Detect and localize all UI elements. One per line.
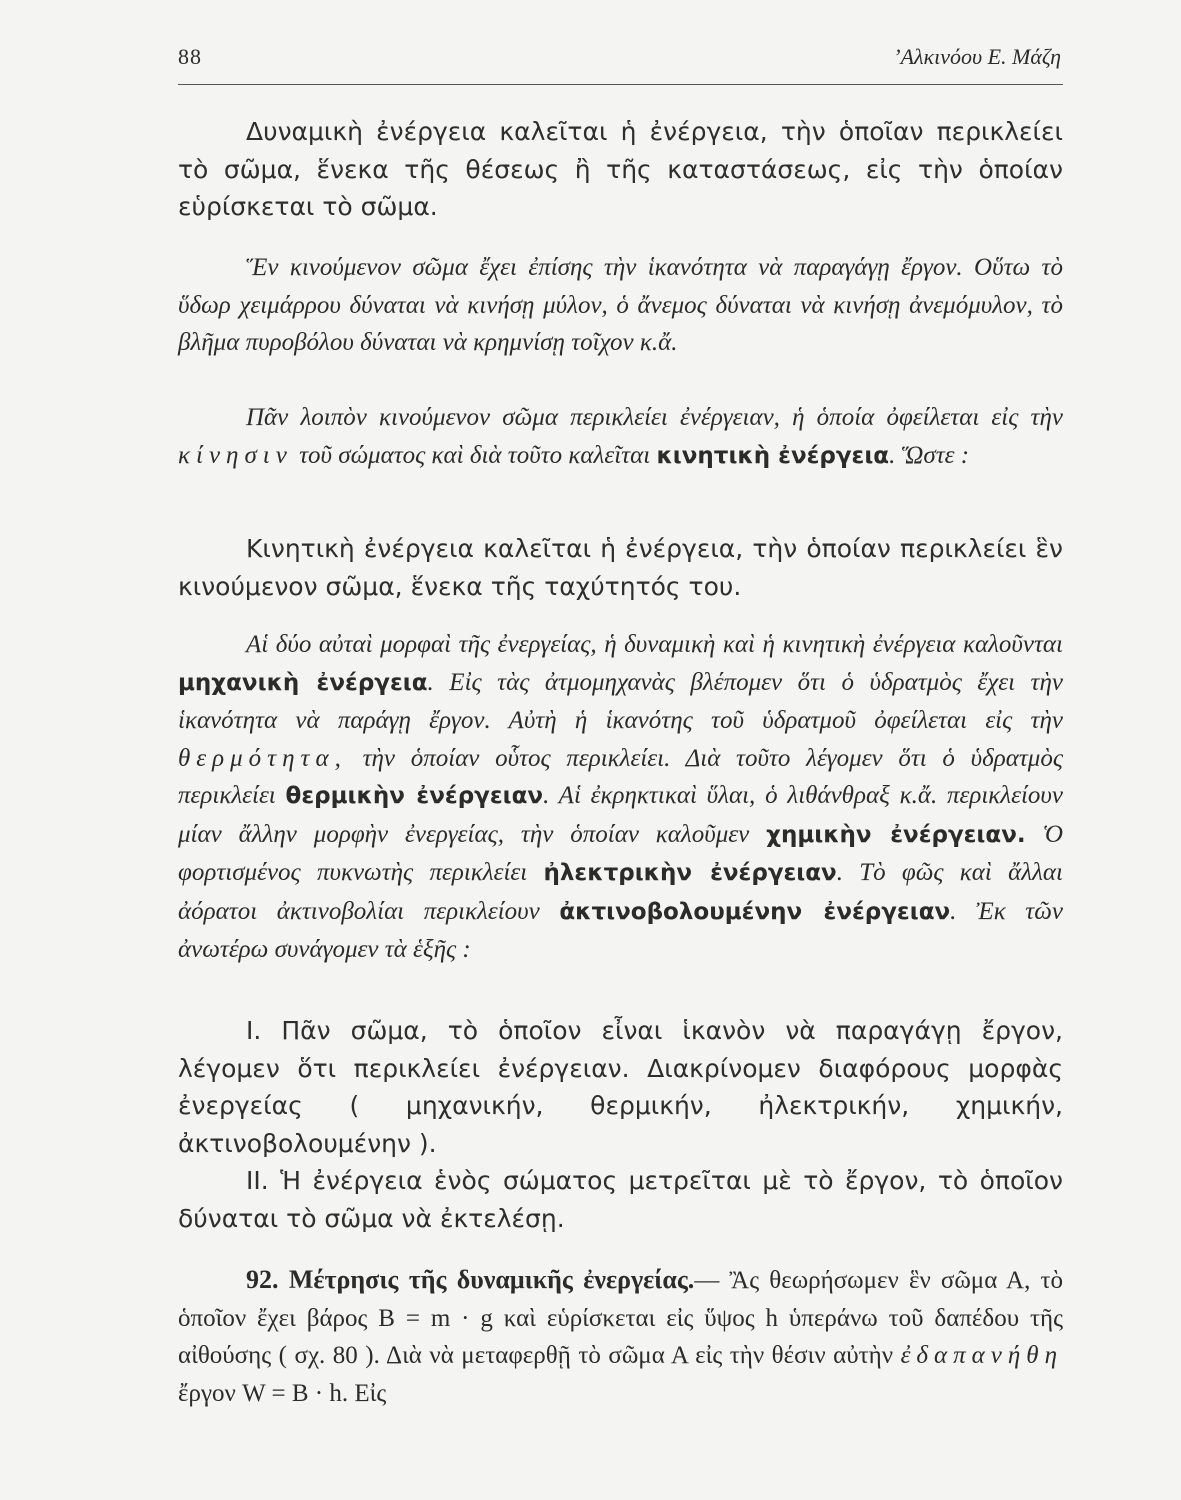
text-run: Αἱ δύο αὐταὶ μορφαὶ τῆς ἐνεργείας, ἡ δυναμικὴ καὶ ἡ κινητικὴ ἐνέργεια καλοῦνται [246, 631, 1063, 658]
text-run: ἔργον W = Β · h. Εἰς [178, 1379, 387, 1407]
text-run: . Τὸ φῶς καὶ ἄλλαι ἀόρατοι ἀκτινοβολίαι περικλείουν [178, 859, 1063, 925]
text-run: — Ἂς θεωρήσωμεν ἓν σῶμα Α, τὸ ὁποῖον ἔχει βάρος Β = m · g καὶ εὑρίσκεται εἰς ὕψος h ὑπεράνω τοῦ δαπέδου τῆς αἰθούσης ( σχ. 80 ). Διὰ νὰ μεταφερθῇ τὸ σῶμα Α εἰς τὴν θέσιν αὐτὴν [178, 1267, 1063, 1369]
paragraph-definition-kinetic-energy: Κινητικὴ ἐνέργεια καλεῖται ἡ ἐνέργεια, τὴν ὁποίαν περικλείει ἓν κινούμενον σῶμα, ἕνεκα τῆς ταχύτητός του. [178, 534, 1063, 601]
page-header [178, 44, 1063, 80]
summary-point-1: I. Πᾶν σῶμα, τὸ ὁποῖον εἶναι ἱκανὸν νὰ παραγάγῃ ἔργον, λέγομεν ὅτι περικλείει ἐνέργειαν. Διακρίνομεν διαφόρους μορφὰς ἐνεργείας ( μηχανικήν, θερμικήν, ἠλεκτρικήν, χημικήν, ἀκτινοβολουμένην ). [178, 1016, 1063, 1158]
text-run: τοῦ σώματος καὶ διὰ τοῦτο καλεῖται [299, 441, 651, 469]
paragraph-forms-of-energy [178, 626, 1063, 969]
text-run: . Ὥστε : [889, 441, 970, 469]
term-thermal-energy: θερμικὴν ἐνέργειαν [285, 783, 544, 809]
book-page [178, 0, 1063, 1500]
paragraph-kinetic-energy-intro [178, 399, 1063, 475]
text-run: Ὁ φορτισμένος πυκνωτὴς περικλείει [178, 820, 1063, 886]
term-electrical-energy: ἠλεκτρικὴν ἐνέργειαν [543, 860, 837, 886]
emphasis-spaced: κίνησιν [178, 441, 293, 469]
text-run: Πᾶν λοιπὸν κινούμενον σῶμα περικλείει ἐνέργειαν, ἡ ὁποία ὀφείλεται εἰς τὴν [246, 404, 1063, 431]
term-mechanical-energy: μηχανικὴ ἐνέργεια [178, 669, 428, 696]
term-chemical-energy: χημικὴν ἐνέργειαν. [766, 821, 1026, 848]
text-run: . Αἱ ἐκρηκτικαὶ ὕλαι, ὁ λιθάνθραξ κ.ἄ. περικλείουν μίαν ἄλλην μορφὴν ἐνεργείας, τὴν ὁποίαν καλοῦμεν [178, 782, 1063, 848]
emphasis-spaced: ἐδαπανήθη [900, 1342, 1063, 1369]
paragraph-moving-body-work: Ἕν κινούμενον σῶμα ἔχει ἐπίσης τὴν ἱκανότητα νὰ παραγάγῃ ἔργον. Οὕτω τὸ ὕδωρ χειμάρρου δύναται νὰ κινήσῃ μύλον, ὁ ἄνεμος δύναται νὰ κινήσῃ ἀνεμόμυλον, τὸ βλῆμα πυροβόλου δύναται νὰ κρημνίσῃ τοῖχον κ.ἄ. [178, 254, 1063, 356]
running-head-author: ’Αλκινόου Ε. Μάζη [893, 44, 1061, 69]
summary-point-2: II. Ἡ ἐνέργεια ἑνὸς σώματος μετρεῖται μὲ τὸ ἔργον, τὸ ὁποῖον δύναται τὸ σῶμα νὰ ἐκτελέσῃ. [178, 1166, 1063, 1233]
text-run: . Εἰς τὰς ἀτμομηχανὰς βλέπομεν ὅτι ὁ ὑδρατμὸς ἔχει τὴν ἱκανότητα νὰ παράγῃ ἔργον. Αὐτὴ ἡ ἱκανότης τοῦ ὑδρατμοῦ ὀφείλεται εἰς τὴν [178, 668, 1063, 734]
section-92-paragraph [178, 1261, 1063, 1412]
emphasis-spaced: θερμότητα, [178, 744, 347, 772]
page-number: 88 [178, 44, 202, 69]
header-rule [178, 84, 1063, 85]
text-run: τὴν ὁποίαν οὗτος περικλείει. Διὰ τοῦτο λέγομεν ὅτι ὁ ὑδρατμὸς περικλείει [178, 744, 1063, 809]
text-run: . Ἐκ τῶν ἀνωτέρω συνάγομεν τὰ ἑξῆς : [178, 897, 1064, 963]
term-kinetic-energy: κινητικὴ ἐνέργεια [656, 442, 890, 469]
term-radiant-energy: ἀκτινοβολουμένην ἐνέργειαν [559, 898, 951, 925]
paragraph-definition-potential-energy: Δυναμικὴ ἐνέργεια καλεῖται ἡ ἐνέργεια, τὴν ὁποῖαν περικλείει τὸ σῶμα, ἕνεκα τῆς θέσεως ἢ τῆς καταστάσεως, εἰς τὴν ὁποίαν εὑρίσκεται τὸ σῶμα. [178, 117, 1063, 221]
section-heading: 92. Μέτρησις τῆς δυναμικῆς ἐνεργείας. [246, 1265, 695, 1294]
